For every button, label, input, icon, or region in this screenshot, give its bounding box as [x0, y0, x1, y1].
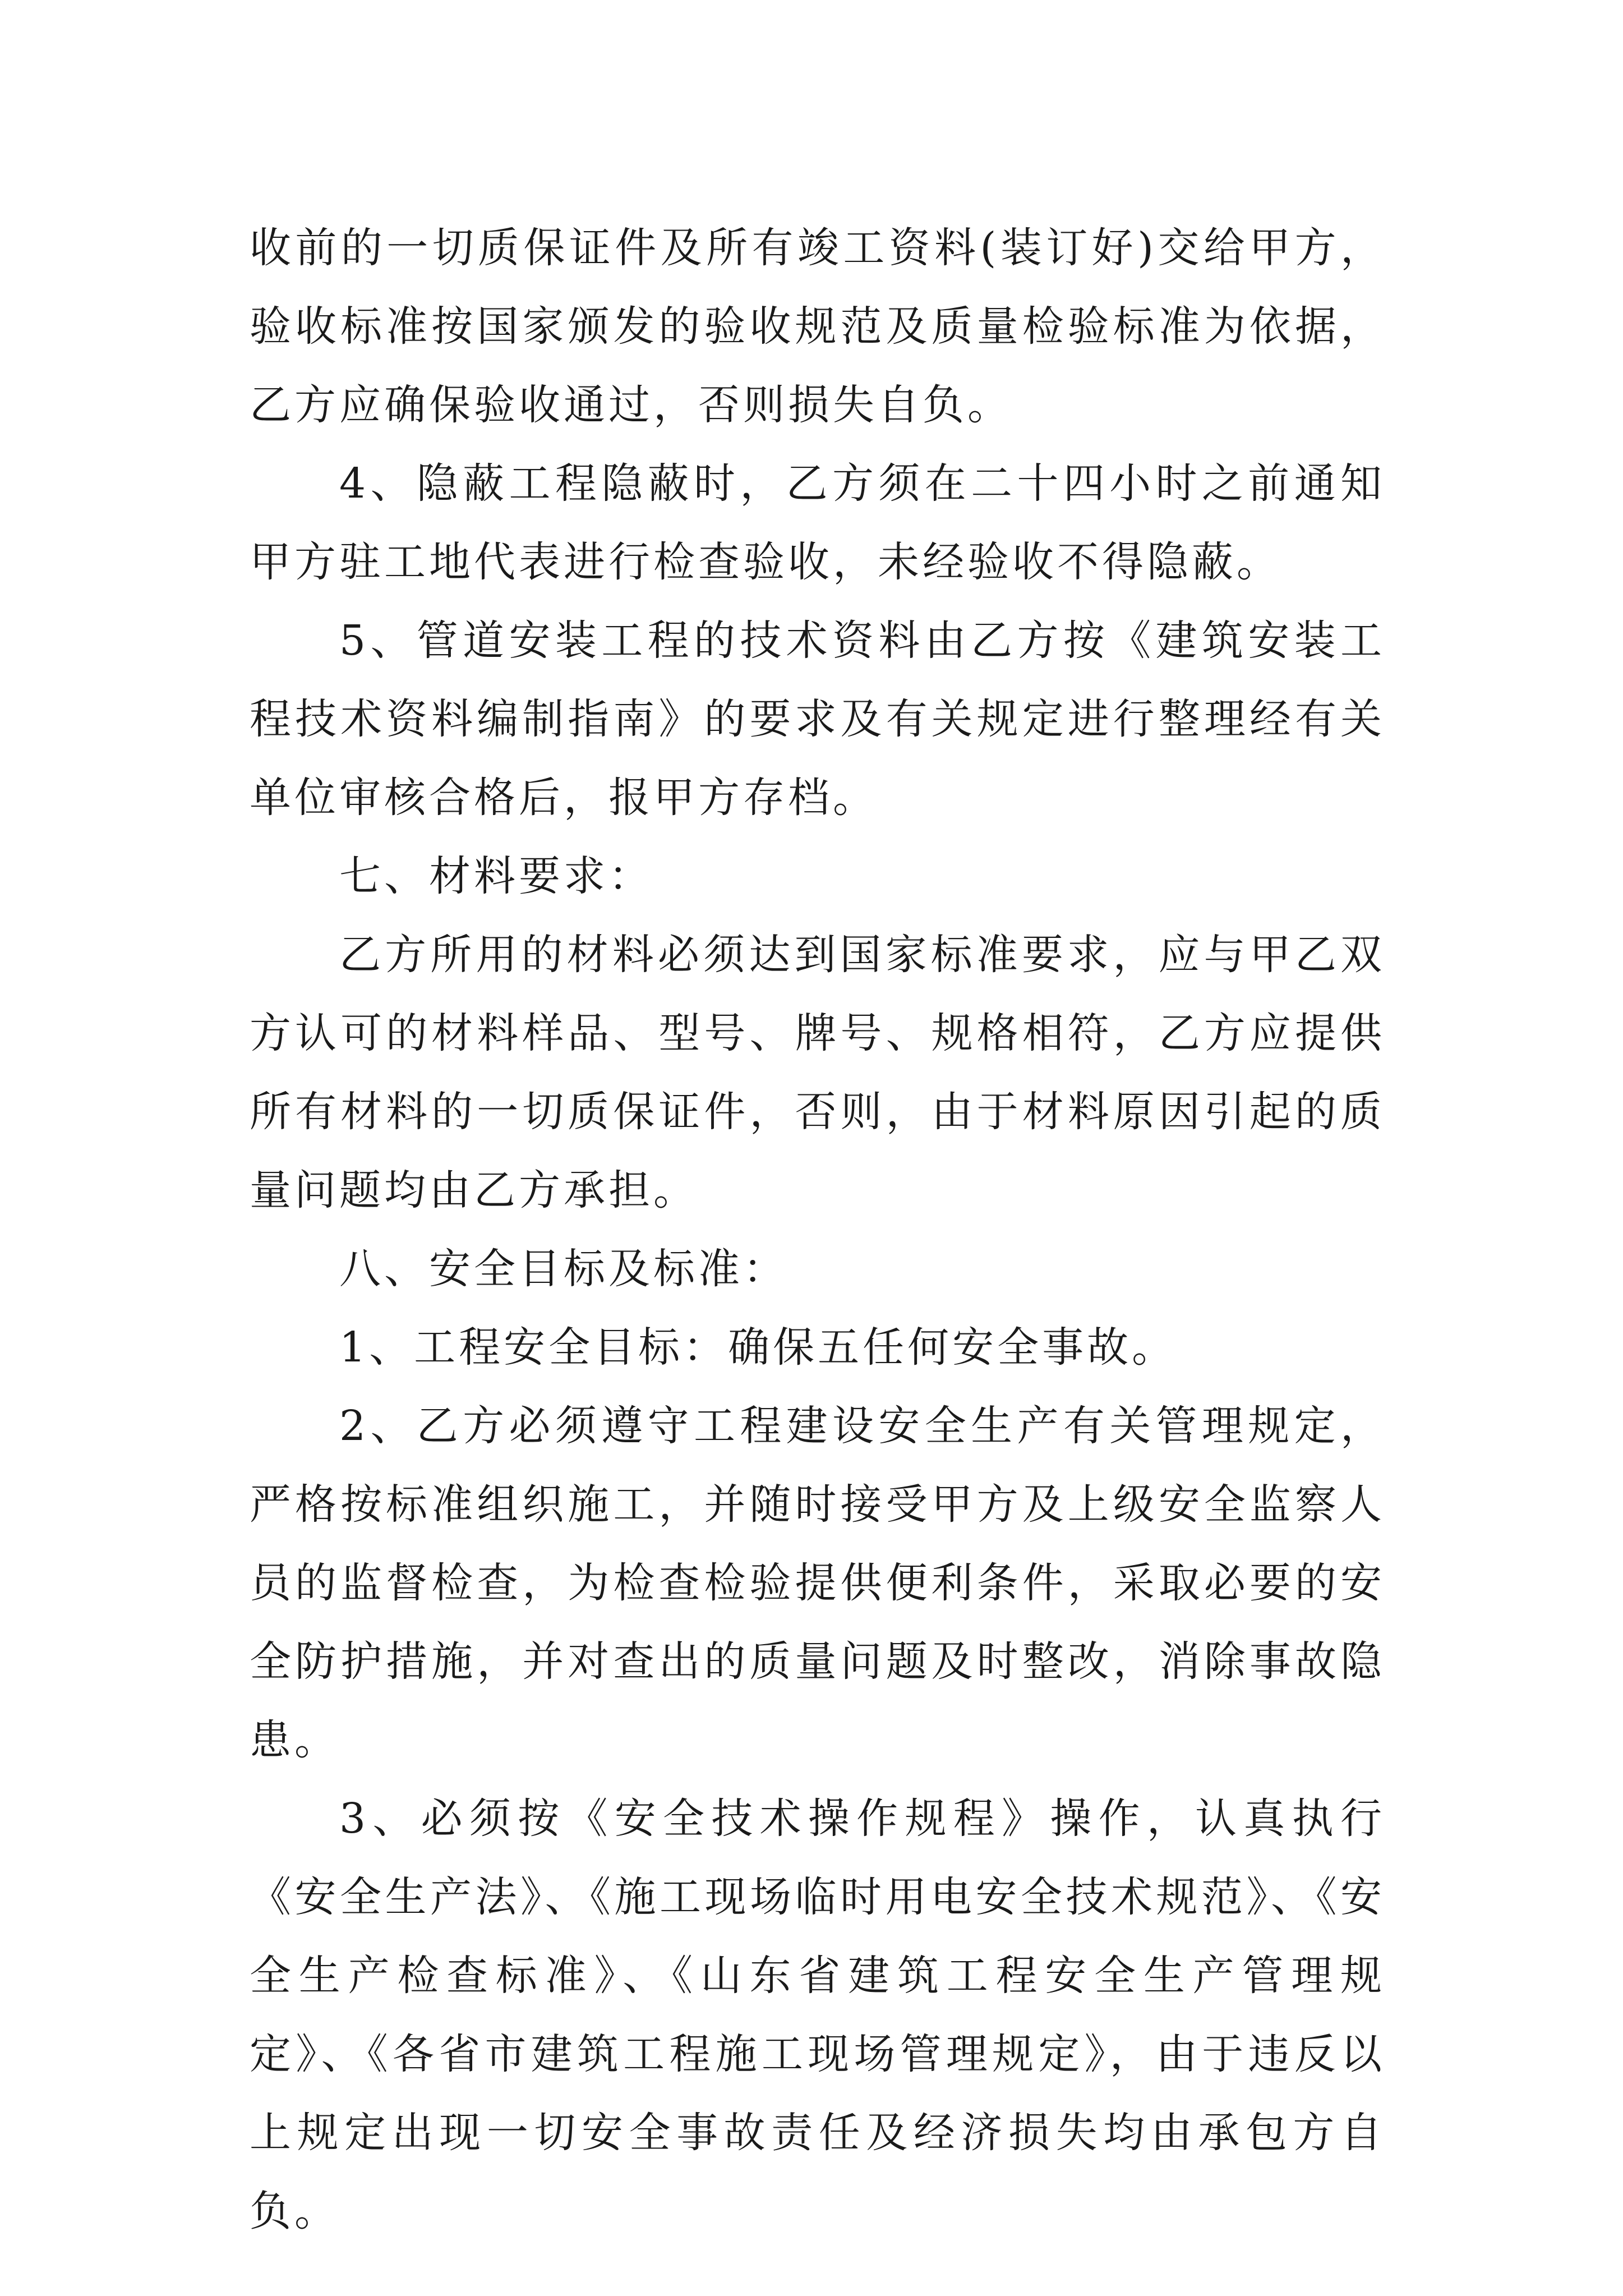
paragraph-acceptance-continuation: 收前的一切质保证件及所有竣工资料(装订好)交给甲方，验收标准按国家颁发的验收规范及质量检验标准为依据，乙方应确保验收通过，否则损失自负。 — [250, 224, 1385, 429]
section-heading-safety: 八、安全目标及标准： — [339, 1245, 788, 1293]
document-body — [250, 209, 1385, 2251]
section-heading-materials: 七、材料要求： — [339, 852, 653, 900]
paragraph-item-5-technical-documents: 5、管道安装工程的技术资料由乙方按《建筑安装工程技术资料编制指南》的要求及有关规定进行整理经有关单位审核合格后，报甲方存档。 — [250, 616, 1385, 822]
paragraph-item-2-safety-compliance: 2、乙方必须遵守工程建设安全生产有关管理规定，严格按标准组织施工，并随时接受甲方及上级安全监察人员的监督检查，为检查检验提供便利条件，采取必要的安全防护措施，并对查出的质量问题及时整改，消除事故隐患。 — [250, 1402, 1385, 1764]
paragraph-item-4-concealed-works: 4、隐蔽工程隐蔽时，乙方须在二十四小时之前通知甲方驻工地代表进行检查验收，未经验收不得隐蔽。 — [250, 459, 1385, 586]
paragraph-item-1-safety-goal: 1、工程安全目标：确保五任何安全事故。 — [339, 1323, 1177, 1372]
paragraph-item-3-safety-regulations: 3、必须按《安全技术操作规程》操作，认真执行《安全生产法》、《施工现场临时用电安全技术规范》、《安全生产检查标准》、《山东省建筑工程安全生产管理规定》、《各省市建筑工程施工现场管理规定》，由于违反以上规定出现一切安全事故责任及经济损失均由承包方自负。 — [250, 1795, 1385, 2235]
paragraph-materials-requirements: 乙方所用的材料必须达到国家标准要求，应与甲乙双方认可的材料样品、型号、牌号、规格相符，乙方应提供所有材料的一切质保证件，否则，由于材料原因引起的质量问题均由乙方承担。 — [250, 931, 1385, 1214]
